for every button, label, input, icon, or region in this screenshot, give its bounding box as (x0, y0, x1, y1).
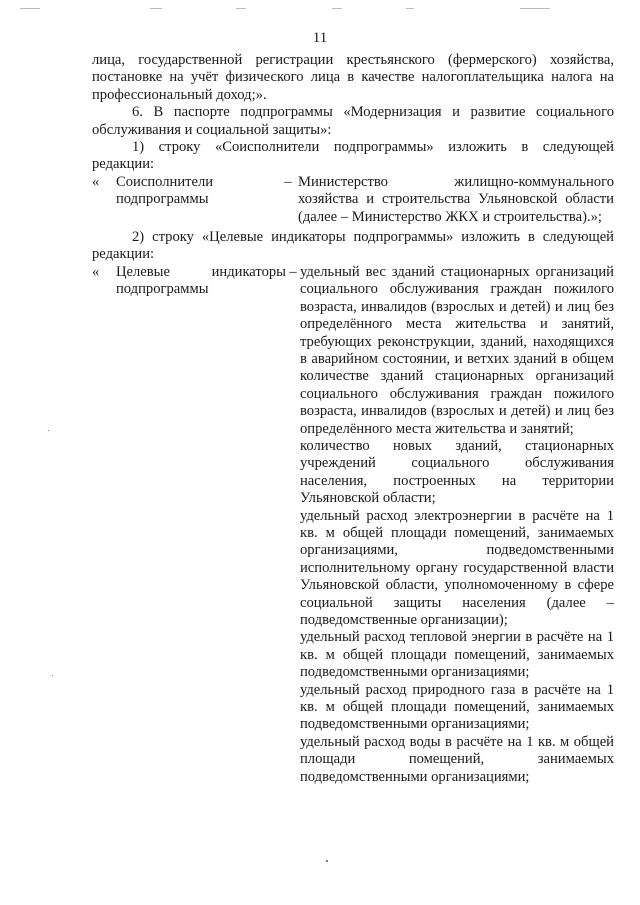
row-dash: – (284, 173, 292, 190)
paragraph-subitem-2: 2) строку «Целевые индикаторы подпрограммы» изложить в следующей редакции: (92, 229, 614, 263)
row-label: Соисполнители подпрограммы (116, 173, 214, 208)
scan-artifact (236, 8, 246, 9)
passport-row-coexecutors (92, 174, 614, 226)
document-body (92, 52, 614, 786)
indicator-item: удельный расход природного газа в расчёте на 1 кв. м общей площади помещений, занимаемых подведомственными организациями; (300, 681, 614, 733)
scan-speck (52, 675, 53, 676)
indicator-item: удельный вес зданий стационарных организаций социального обслуживания граждан пожилого возраста, инвалидов (взрослых и детей) и лиц без определённого места жительства и занятий, требующих реконструкции, зданий, находящихся в аварийном состоянии, и ветхих зданий в общем количестве зданий стационарных организаций социального обслуживания граждан пожилого возраста, инвалидов (взрослых и детей) и лиц без определённого места жительства и занятий; (300, 263, 614, 437)
paragraph-item-6: 6. В паспорте подпрограммы «Модернизация и развитие социального обслуживания и социальной защиты»: (92, 104, 614, 138)
opening-quote: « (92, 263, 100, 280)
scan-artifact (520, 8, 550, 9)
indicator-list (300, 264, 614, 786)
indicator-item: удельный расход тепловой энергии в расчёте на 1 кв. м общей площади помещений, занимаемых подведомственными организациями; (300, 629, 614, 681)
indicator-item: удельный расход воды в расчёте на 1 кв. м общей площади помещений, занимаемых подведомственными организациями; (300, 733, 614, 785)
scan-artifact (406, 8, 414, 9)
paragraph-subitem-1: 1) строку «Соисполнители подпрограммы» изложить в следующей редакции: (92, 139, 614, 173)
scan-speck (48, 430, 49, 431)
scan-artifact (150, 8, 162, 9)
opening-quote: « (92, 173, 100, 190)
row-dash: – (289, 263, 297, 280)
paragraph-continuation: лица, государственной регистрации крестьянского (фермерского) хозяйства, постановке на учёт физического лица в качестве налогоплательщика налога на профессиональный доход;». (92, 52, 614, 103)
row-label: Целевые индикаторы подпрограммы (116, 263, 286, 298)
passport-row-indicators (92, 264, 614, 786)
indicator-item: количество новых зданий, стационарных учреждений социального обслуживания населения, построенных на территории Ульяновской области; (300, 437, 614, 507)
scan-speck (326, 860, 328, 862)
row-value: Министерство жилищно-коммунального хозяйства и строительства Ульяновской области (далее – Министерство ЖКХ и строительства).»; (298, 173, 614, 225)
scan-artifact (332, 8, 342, 9)
indicator-item: удельный расход электроэнергии в расчёте на 1 кв. м общей площади помещений, занимаемых организациями, подведомственными исполнительному органу государственной власти Ульяновской области, уполномоченному в сфере социальной защиты населения (далее – подведомственные организации); (300, 507, 614, 628)
page-number: 11 (312, 30, 328, 46)
scan-artifact (20, 8, 40, 9)
